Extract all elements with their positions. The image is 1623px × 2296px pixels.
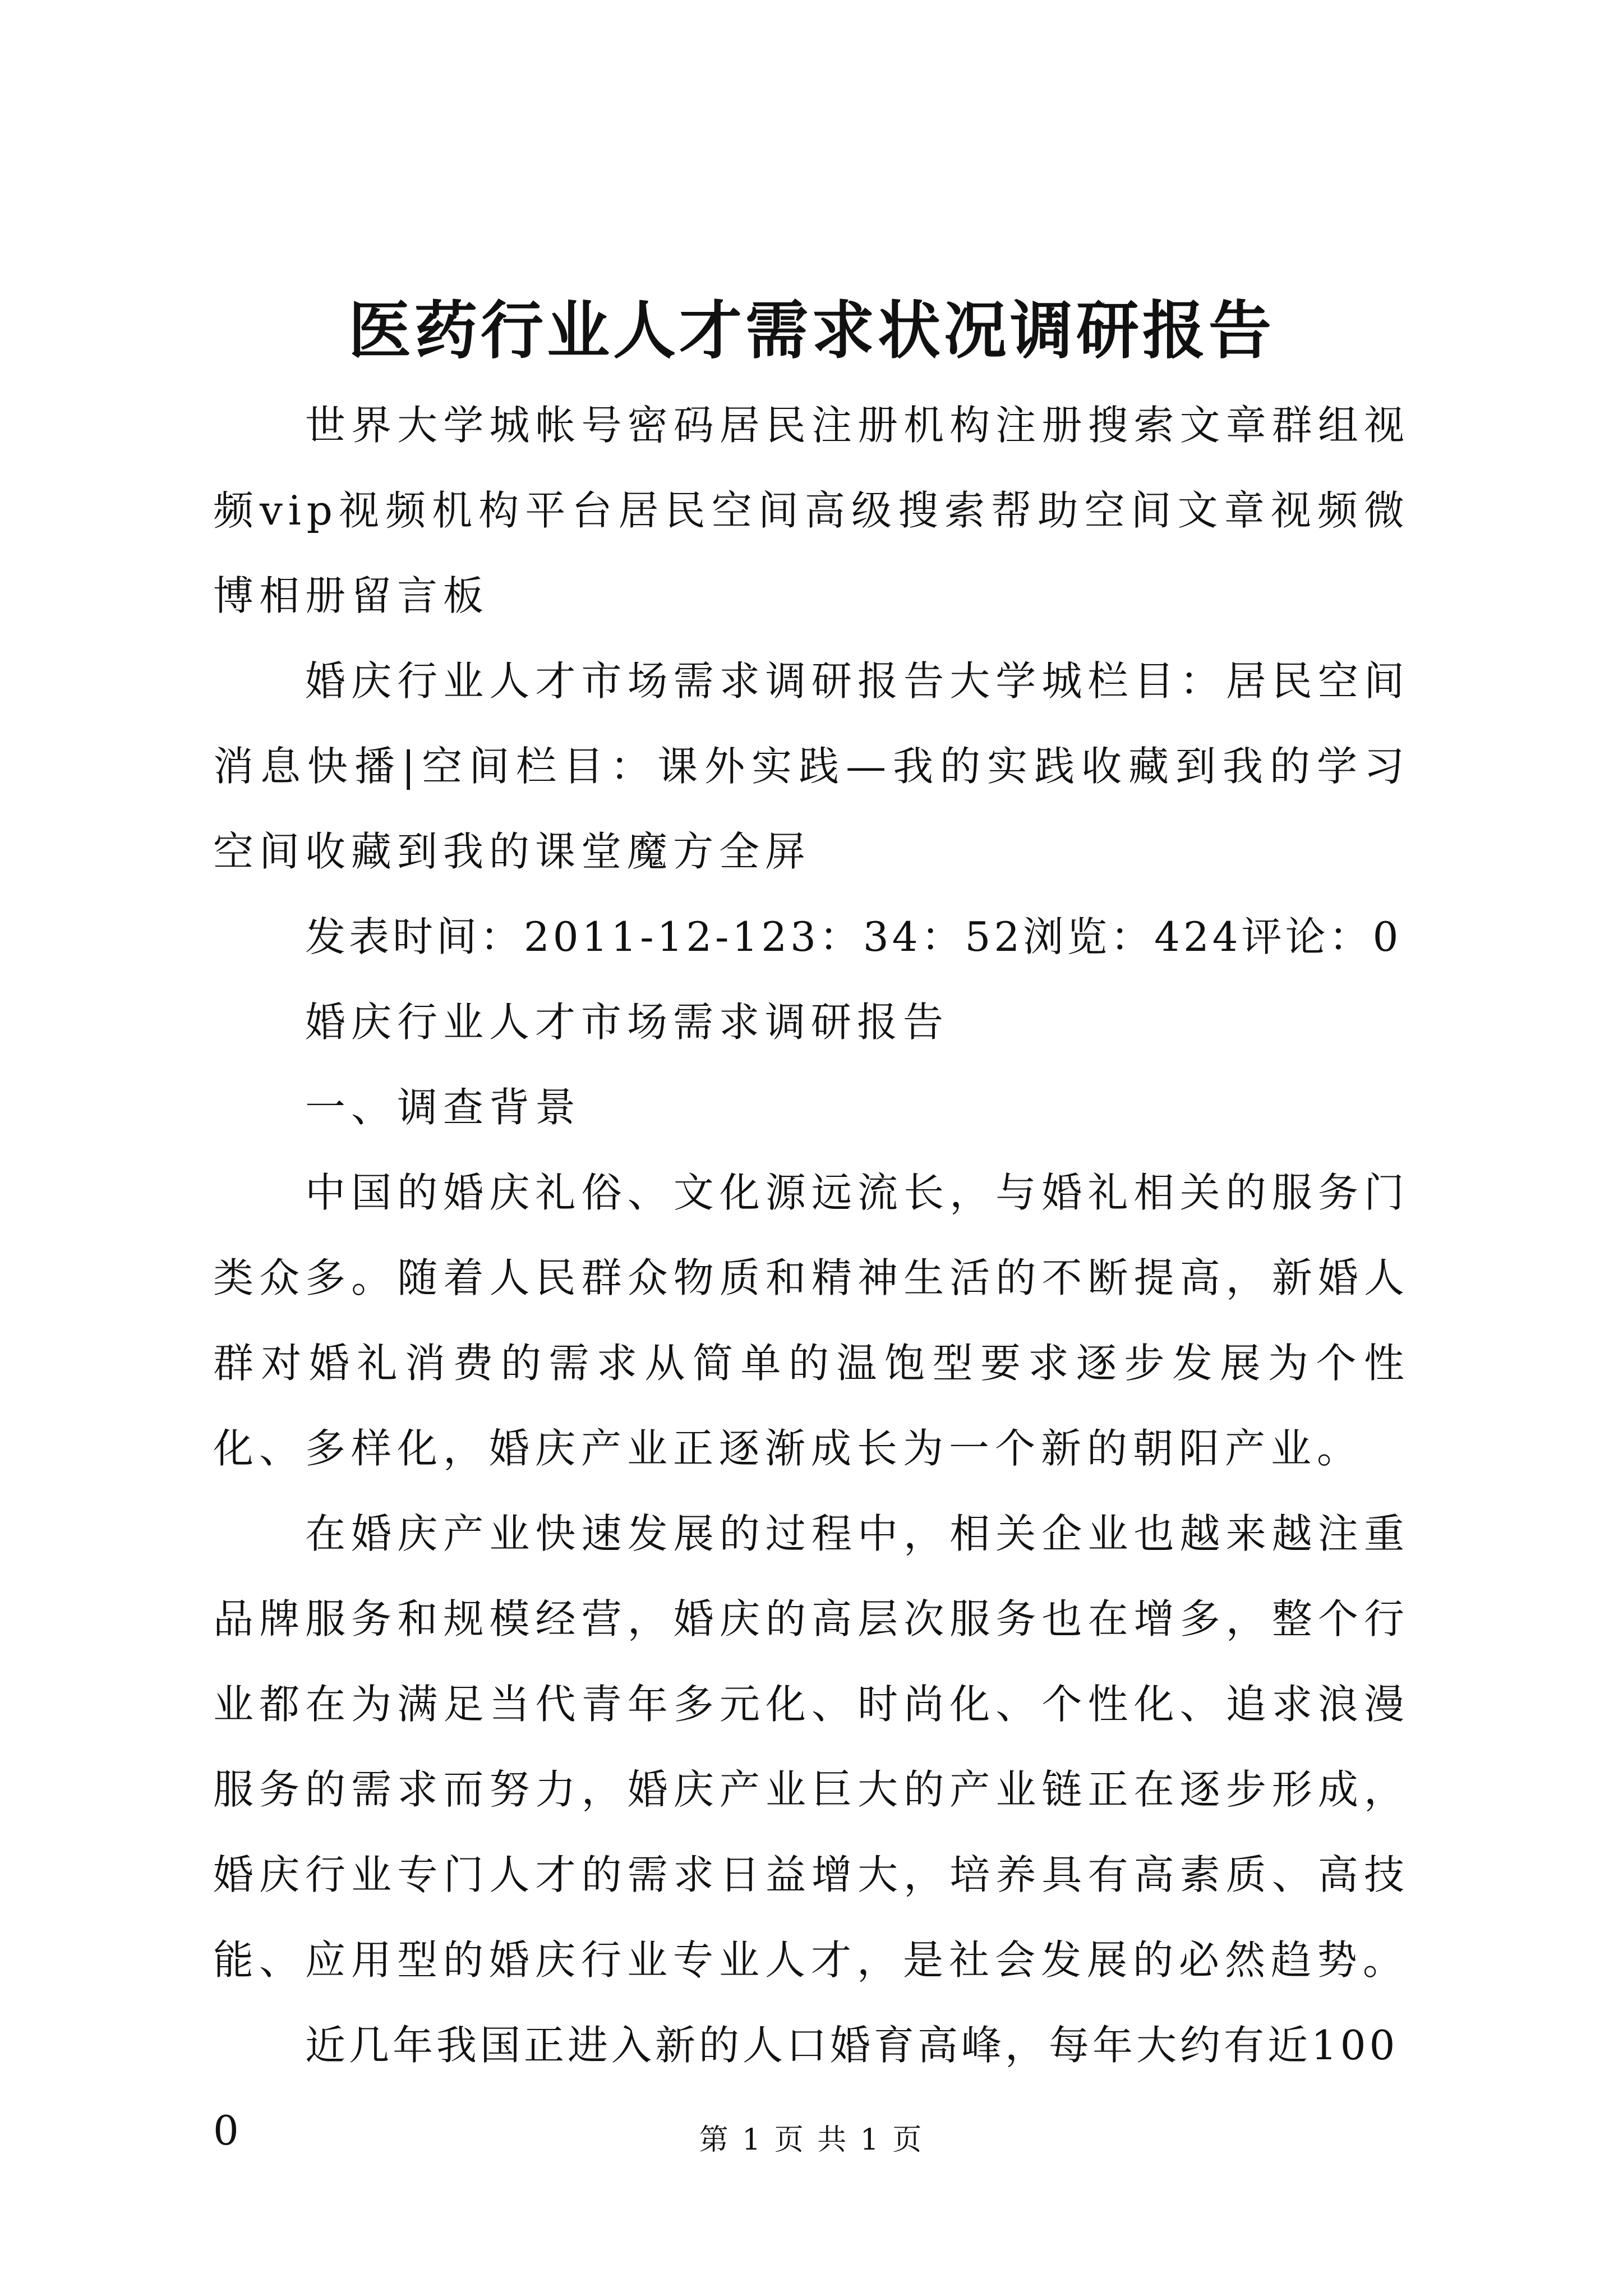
paragraph-report-subtitle: 婚庆行业人才市场需求调研报告	[305, 999, 949, 1046]
document-title: 医药行业人才需求状况调研报告	[348, 294, 1275, 367]
paragraph-industry-development: 在婚庆产业快速发展的过程中，相关企业也越来越注重品牌服务和规模经营，婚庆的高层次服务也在增多，整个行业都在为满足当代青年多元化、时尚化、个性化、追求浪漫服务的需求而努力，婚庆产业巨大的产业链正在逐步形成，婚庆行业专门人才的需求日益增大，培养具有高素质、高技能、应用型的婚庆行业专业人才，是社会发展的必然趋势。	[213, 1510, 1410, 1984]
paragraph-population-peak: 近几年我国正进入新的人口婚育高峰，每年大约有近1000	[213, 2022, 1399, 2154]
paragraph-site-navigation: 世界大学城帐号密码居民注册机构注册搜索文章群组视频vip视频机构平台居民空间高级搜索帮助空间文章视频微博相册留言板	[213, 402, 1410, 619]
document-body	[213, 383, 1410, 2173]
paragraph-publish-meta: 发表时间：2011-12-123：34：52浏览：424评论：0	[305, 913, 1402, 960]
page-footer: 第 1 页 共 1 页	[699, 2123, 924, 2157]
section-heading-background: 一、调查背景	[305, 1084, 582, 1131]
paragraph-column-info: 婚庆行业人才市场需求调研报告大学城栏目：居民空间消息快播|空间栏目：课外实践—我的实践收藏到我的学习空间收藏到我的课堂魔方全屏	[213, 657, 1410, 875]
paragraph-wedding-culture: 中国的婚庆礼俗、文化源远流长，与婚礼相关的服务门类众多。随着人民群众物质和精神生活的不断提高，新婚人群对婚礼消费的需求从简单的温饱型要求逐步发展为个性化、多样化，婚庆产业正逐渐成长为一个新的朝阳产业。	[213, 1169, 1410, 1472]
